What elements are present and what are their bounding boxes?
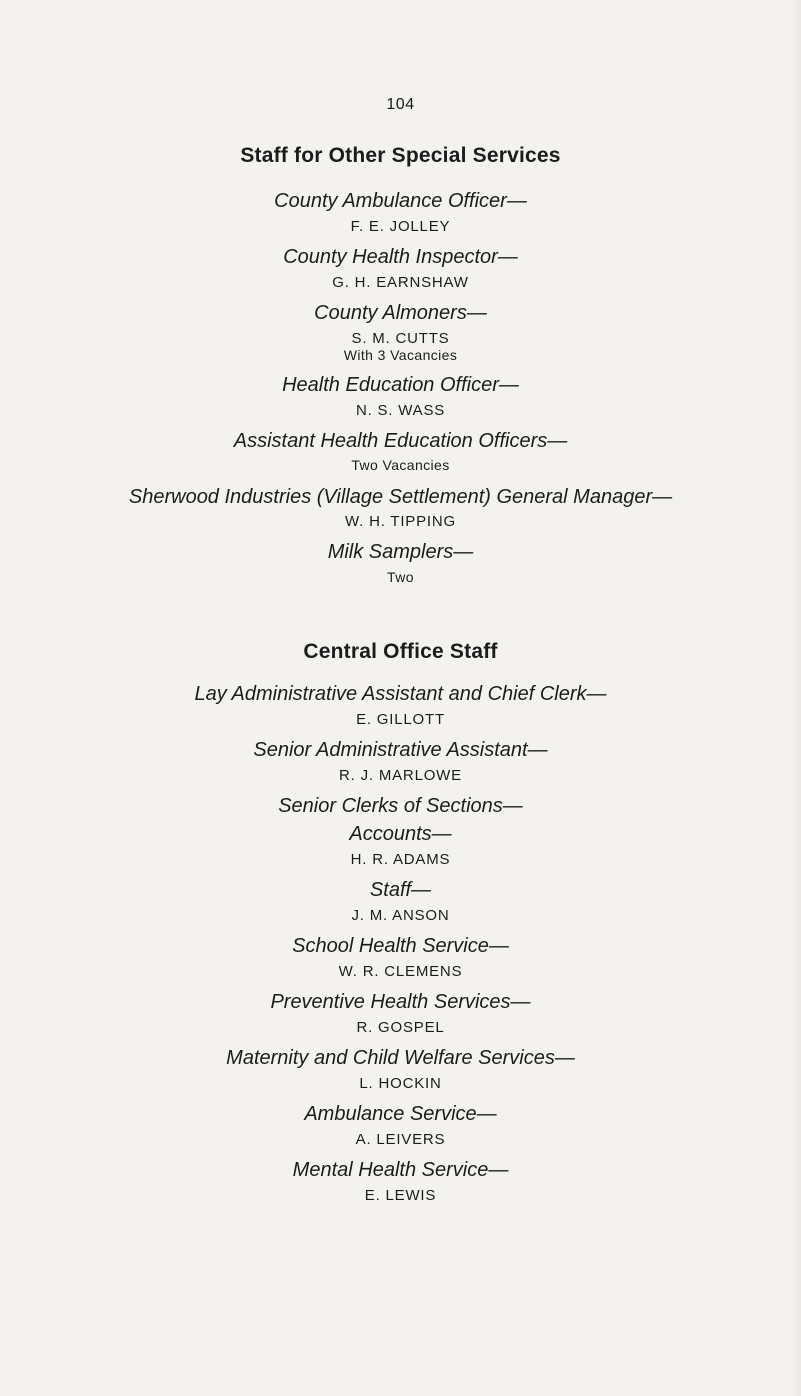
name-accounts: H. R. ADAMS: [350, 851, 451, 868]
section-heading-special-services: Staff for Other Special Services: [240, 144, 561, 167]
role-sherwood-industries-manager: Sherwood Industries (Village Settlement) General Manager—: [128, 486, 673, 508]
name-preventive-health-services: R. GOSPEL: [356, 1019, 445, 1036]
role-preventive-health-services: Preventive Health Services—: [270, 991, 531, 1013]
name-school-health-service: W. R. CLEMENS: [338, 963, 463, 980]
name-health-education-officer: N. S. WASS: [355, 402, 446, 419]
name-ambulance-service: A. LEIVERS: [355, 1131, 446, 1148]
role-ambulance-officer: County Ambulance Officer—: [274, 190, 527, 212]
role-maternity-child-welfare: Maternity and Child Welfare Services—: [226, 1047, 575, 1069]
role-milk-samplers: Milk Samplers—: [327, 541, 474, 563]
role-senior-administrative-assistant: Senior Administrative Assistant—: [253, 739, 548, 761]
role-ambulance-service: Ambulance Service—: [304, 1103, 497, 1125]
role-assistant-health-education-officers: Assistant Health Education Officers—: [233, 430, 568, 452]
role-school-health-service: School Health Service—: [292, 935, 509, 957]
name-health-inspector: G. H. EARNSHAW: [332, 274, 469, 291]
name-sherwood-industries-manager: W. H. TIPPING: [345, 513, 456, 530]
role-health-education-officer: Health Education Officer—: [282, 374, 519, 396]
role-senior-clerks-of-sections: Senior Clerks of Sections—: [278, 795, 523, 817]
name-mental-health-service: E. LEWIS: [364, 1187, 437, 1204]
name-almoners: S. M. CUTTS: [351, 330, 450, 347]
role-health-inspector: County Health Inspector—: [283, 246, 518, 268]
role-mental-health-service: Mental Health Service—: [292, 1159, 509, 1181]
section-heading-central-office: Central Office Staff: [303, 640, 498, 663]
role-lay-administrative-assistant: Lay Administrative Assistant and Chief Clerk—: [194, 683, 607, 705]
note-assistant-health-education-officers: Two Vacancies: [351, 457, 450, 473]
name-senior-administrative-assistant: R. J. MARLOWE: [339, 767, 462, 784]
role-accounts: Accounts—: [349, 823, 452, 845]
role-almoners: County Almoners—: [314, 302, 487, 324]
note-almoners: With 3 Vacancies: [343, 347, 458, 363]
name-staff: J. M. ANSON: [351, 907, 450, 924]
name-lay-administrative-assistant: E. GILLOTT: [356, 711, 445, 728]
page-number: 104: [386, 96, 415, 113]
name-maternity-child-welfare: L. HOCKIN: [359, 1075, 442, 1092]
note-milk-samplers: Two: [387, 569, 414, 585]
role-staff: Staff—: [369, 879, 432, 901]
name-ambulance-officer: F. E. JOLLEY: [350, 218, 451, 235]
